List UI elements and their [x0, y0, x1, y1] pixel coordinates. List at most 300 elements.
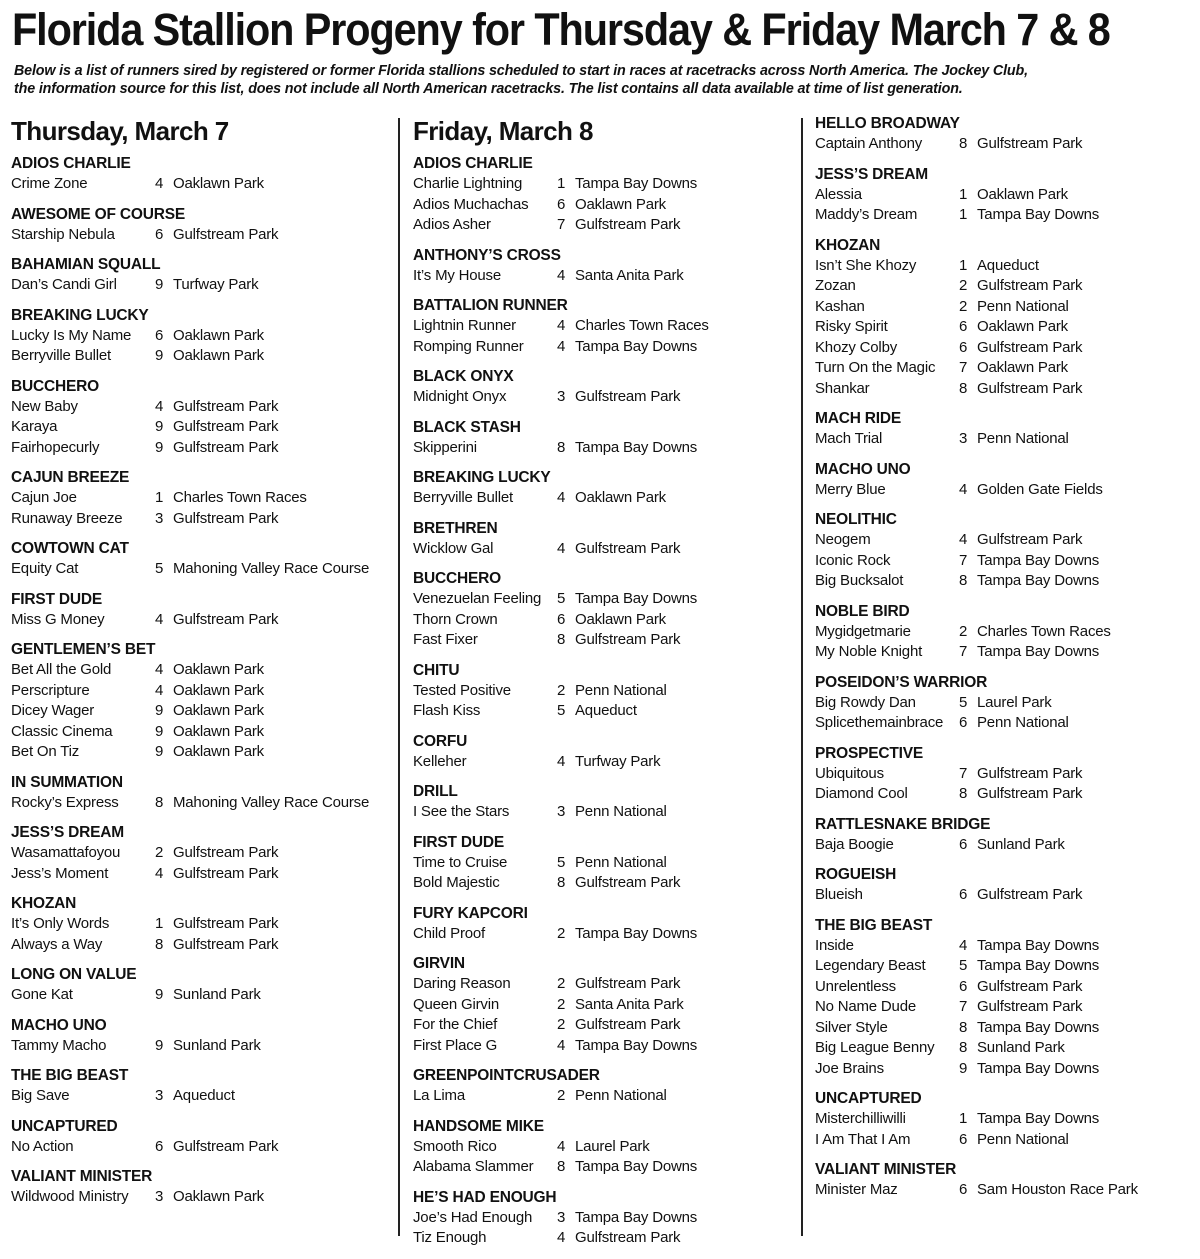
entry-row [11, 397, 391, 418]
entry-row [815, 551, 1195, 572]
track-name: Turfway Park [575, 752, 661, 770]
horse-name: First Place G [413, 1036, 498, 1054]
column-divider [398, 118, 400, 1236]
sire-group [11, 154, 391, 195]
sire-group [11, 823, 391, 884]
entry-row [815, 936, 1195, 957]
track-name: Penn National [977, 430, 1069, 447]
race-number: 8 [959, 572, 968, 589]
race-number: 6 [155, 1137, 164, 1155]
entry-row [413, 873, 793, 894]
race-number: 6 [959, 835, 968, 853]
horse-name: Baja Boogie [815, 835, 894, 853]
track-name: Tampa Bay Downs [977, 1059, 1100, 1077]
entry-row [815, 276, 1195, 297]
track-name: Santa Anita Park [575, 266, 684, 284]
race-number: 8 [557, 438, 566, 456]
sire-group [413, 296, 793, 357]
entry-row [815, 205, 1195, 226]
track-name: Oaklawn Park [575, 610, 666, 628]
race-number: 4 [557, 1229, 566, 1246]
track-name: Oaklawn Park [173, 743, 264, 760]
track-name: Penn National [575, 1087, 667, 1104]
sire-group [413, 1117, 793, 1178]
horse-name: Kashan [815, 297, 865, 315]
horse-name: I See the Stars [413, 803, 510, 820]
track-name: Golden Gate Fields [977, 480, 1103, 498]
horse-name: Dan’s Candi Girl [11, 276, 117, 293]
horse-name: Lightnin Runner [413, 317, 516, 334]
entry-row [413, 387, 793, 408]
race-number: 5 [557, 702, 566, 719]
track-name: Charles Town Races [173, 489, 307, 506]
horse-name: Joe’s Had Enough [413, 1208, 533, 1226]
race-number: 1 [557, 175, 566, 192]
horse-name: Legendary Beast [815, 957, 926, 974]
sire-group [11, 894, 391, 955]
horse-name: Ubiquitous [815, 764, 884, 782]
entry-row [11, 722, 391, 743]
horse-name: Silver Style [815, 1018, 888, 1036]
entry-row [815, 835, 1195, 856]
horse-name: Tiz Enough [413, 1229, 487, 1246]
track-name: Gulfstream Park [977, 531, 1083, 548]
entry-row [815, 379, 1195, 400]
entry-row [815, 1130, 1195, 1151]
sire-name: NOBLE BIRD [815, 602, 910, 620]
race-number: 3 [557, 388, 566, 405]
entry-row [413, 681, 793, 702]
entry-row [11, 985, 391, 1006]
sire-name: CORFU [413, 732, 468, 750]
horse-name: Skipperini [413, 438, 477, 456]
horse-name: Wasamattafoyou [11, 844, 121, 861]
sire-name: NEOLITHIC [815, 511, 897, 528]
sire-group [815, 114, 1195, 155]
track-name: Gulfstream Park [173, 844, 279, 861]
sire-name: MACH RIDE [815, 410, 902, 427]
horse-name: Berryville Bullet [11, 347, 111, 364]
entry-row [11, 701, 391, 722]
entry-row [11, 864, 391, 885]
sire-group [413, 367, 793, 408]
entry-row [413, 701, 793, 722]
sire-group [413, 732, 793, 773]
horse-name: Always a Way [11, 935, 103, 953]
track-name: Gulfstream Park [173, 418, 279, 435]
sire-group [11, 773, 391, 814]
horse-name: I Am That I Am [815, 1130, 911, 1148]
sire-name: ROGUEISH [815, 866, 897, 883]
horse-name: Misterchilliwilli [815, 1110, 906, 1127]
track-name: Gulfstream Park [575, 539, 681, 557]
horse-name: Bet All the Gold [11, 661, 112, 678]
entry-row [815, 429, 1195, 450]
track-name: Mahoning Valley Race Course [173, 793, 370, 811]
race-number: 8 [557, 874, 566, 891]
race-number: 6 [557, 610, 566, 628]
horse-name: Romping Runner [413, 337, 524, 355]
horse-name: Big Bucksalot [815, 572, 904, 589]
track-name: Sunland Park [173, 986, 261, 1003]
thursday-column [11, 112, 391, 1218]
track-name: Oaklawn Park [173, 347, 264, 364]
track-name: Tampa Bay Downs [575, 337, 698, 355]
entry-row [11, 1137, 391, 1158]
sire-group [815, 744, 1195, 805]
track-name: Gulfstream Park [173, 225, 279, 243]
entry-row [815, 1038, 1195, 1059]
sire-name: FIRST DUDE [413, 833, 505, 851]
sire-name: UNCAPTURED [815, 1090, 922, 1107]
page-title: Florida Stallion Progeny for Thursday & Friday March 7 & 8 [12, 4, 1110, 55]
race-number: 6 [959, 1181, 968, 1198]
entry-row [11, 346, 391, 367]
sire-group [11, 255, 391, 296]
sire-group [413, 782, 793, 823]
sire-group [815, 510, 1195, 592]
race-number: 2 [557, 924, 566, 942]
track-name: Tampa Bay Downs [977, 643, 1100, 660]
track-name: Gulfstream Park [977, 998, 1083, 1015]
entry-row [815, 358, 1195, 379]
track-name: Gulfstream Park [173, 509, 279, 527]
track-name: Sunland Park [977, 835, 1065, 853]
entry-row [11, 843, 391, 864]
sire-group [413, 519, 793, 560]
sire-name: GENTLEMEN’S BET [11, 641, 156, 658]
race-number: 3 [155, 1087, 164, 1104]
race-number: 7 [959, 643, 968, 660]
sire-name: THE BIG BEAST [815, 916, 933, 934]
sire-group [11, 1016, 391, 1057]
race-number: 1 [155, 489, 164, 506]
sire-group [413, 569, 793, 651]
track-name: Gulfstream Park [173, 864, 279, 882]
sire-name: VALIANT MINISTER [815, 1161, 957, 1178]
track-name: Oaklawn Park [173, 175, 264, 192]
entry-row [815, 642, 1195, 663]
horse-name: Maddy’s Dream [815, 206, 918, 223]
horse-name: Neogem [815, 531, 871, 548]
track-name: Gulfstream Park [977, 977, 1083, 995]
race-number: 4 [155, 397, 164, 415]
race-number: 4 [557, 489, 566, 506]
horse-name: Captain Anthony [815, 135, 923, 152]
race-number: 2 [557, 1016, 566, 1033]
sire-name: VALIANT MINISTER [11, 1168, 153, 1185]
race-number: 9 [155, 347, 164, 364]
track-name: Tampa Bay Downs [575, 924, 698, 942]
sire-name: COWTOWN CAT [11, 540, 129, 557]
sire-name: KHOZAN [11, 895, 77, 912]
race-number: 4 [557, 539, 566, 557]
horse-name: Bold Majestic [413, 874, 500, 891]
track-name: Gulfstream Park [977, 277, 1083, 294]
horse-name: It’s Only Words [11, 915, 110, 932]
sire-name: ANTHONY’S CROSS [413, 246, 561, 264]
entry-row [815, 693, 1195, 714]
horse-name: Child Proof [413, 924, 486, 942]
entry-row [413, 438, 793, 459]
sire-name: BUCCHERO [413, 570, 501, 587]
sire-name: GIRVIN [413, 955, 465, 972]
entry-row [11, 1086, 391, 1107]
race-number: 9 [155, 438, 164, 456]
entry-row [11, 438, 391, 459]
entry-row [11, 935, 391, 956]
horse-name: Zozan [815, 277, 856, 294]
horse-name: Charlie Lightning [413, 175, 523, 192]
sire-name: BUCCHERO [11, 377, 99, 395]
entry-row [11, 559, 391, 580]
horse-name: Risky Spirit [815, 318, 888, 335]
race-number: 6 [959, 1130, 968, 1148]
entry-row [815, 134, 1195, 155]
horse-name: Cajun Joe [11, 489, 77, 506]
horse-name: Khozy Colby [815, 338, 898, 356]
track-name: Tampa Bay Downs [977, 936, 1100, 954]
race-number: 9 [155, 418, 164, 435]
track-name: Oaklawn Park [977, 185, 1068, 203]
sire-name: IN SUMMATION [11, 773, 123, 791]
entry-row [11, 742, 391, 763]
track-name: Tampa Bay Downs [977, 206, 1100, 223]
sire-group [11, 965, 391, 1006]
track-name: Turfway Park [173, 276, 259, 293]
race-number: 8 [959, 1018, 968, 1036]
sire-name: BLACK ONYX [413, 368, 514, 385]
sire-name: MACHO UNO [815, 460, 911, 478]
sire-name: PROSPECTIVE [815, 744, 924, 762]
race-number: 6 [959, 338, 968, 356]
race-number: 5 [155, 560, 164, 577]
entry-row [413, 1015, 793, 1036]
track-name: Tampa Bay Downs [977, 957, 1100, 974]
sire-name: ADIOS CHARLIE [413, 155, 533, 172]
race-number: 8 [959, 785, 968, 802]
race-number: 4 [959, 480, 968, 498]
entry-row [815, 256, 1195, 277]
race-number: 6 [959, 318, 968, 335]
horse-name: Thorn Crown [413, 610, 498, 628]
sire-group [815, 165, 1195, 226]
entry-row [413, 195, 793, 216]
track-name: Gulfstream Park [977, 135, 1083, 152]
intro-line: Below is a list of runners sired by registered or former Florida stallions scheduled to start in races at racetracks across North America. The Jockey Club, [14, 63, 1028, 79]
track-name: Penn National [575, 803, 667, 820]
race-number: 4 [155, 864, 164, 882]
horse-name: Diamond Cool [815, 785, 908, 802]
entry-row [413, 589, 793, 610]
entry-row [815, 885, 1195, 906]
horse-name: Midnight Onyx [413, 388, 507, 405]
entry-row [413, 539, 793, 560]
track-name: Laurel Park [575, 1137, 650, 1155]
horse-name: Big Save [11, 1087, 70, 1104]
sire-name: FIRST DUDE [11, 590, 103, 608]
entry-row [815, 622, 1195, 643]
track-name: Sunland Park [173, 1036, 261, 1054]
horse-name: Mygidgetmarie [815, 622, 911, 640]
entry-row [413, 974, 793, 995]
horse-name: Alabama Slammer [413, 1158, 534, 1175]
track-name: Sunland Park [977, 1039, 1065, 1056]
sire-group [815, 916, 1195, 1080]
horse-name: Joe Brains [815, 1059, 884, 1077]
thursday-heading: Thursday, March 7 [11, 116, 229, 146]
track-name: Gulfstream Park [977, 338, 1083, 356]
horse-name: Big Rowdy Dan [815, 693, 916, 711]
race-number: 8 [959, 1039, 968, 1056]
entry-row [413, 337, 793, 358]
track-name: Tampa Bay Downs [575, 175, 698, 192]
horse-name: Adios Asher [413, 216, 491, 233]
track-name: Santa Anita Park [575, 995, 684, 1013]
sire-name: THE BIG BEAST [11, 1067, 129, 1084]
sire-name: HE’S HAD ENOUGH [413, 1188, 557, 1206]
horse-name: Adios Muchachas [413, 195, 529, 213]
horse-name: Gone Kat [11, 986, 73, 1003]
sire-name: ADIOS CHARLIE [11, 155, 131, 172]
race-number: 1 [959, 206, 968, 223]
entry-row [815, 185, 1195, 206]
entry-row [413, 1157, 793, 1178]
race-number: 4 [557, 1036, 566, 1054]
race-number: 9 [959, 1059, 968, 1077]
horse-name: Big League Benny [815, 1039, 935, 1056]
entry-row [413, 174, 793, 195]
track-name: Gulfstream Park [173, 1137, 279, 1155]
horse-name: Venezuelan Feeling [413, 590, 542, 607]
sire-name: CAJUN BREEZE [11, 469, 130, 486]
entry-row [413, 1086, 793, 1107]
horse-name: Rocky’s Express [11, 793, 119, 811]
sire-group [815, 1089, 1195, 1150]
race-number: 4 [959, 936, 968, 954]
horse-name: Wildwood Ministry [11, 1188, 129, 1205]
entry-row [413, 802, 793, 823]
race-number: 4 [155, 661, 164, 678]
track-name: Gulfstream Park [575, 216, 681, 233]
race-number: 9 [155, 722, 164, 740]
track-name: Oaklawn Park [977, 318, 1068, 335]
horse-name: Classic Cinema [11, 722, 113, 740]
track-name: Oaklawn Park [575, 195, 666, 213]
track-name: Gulfstream Park [575, 874, 681, 891]
sire-name: AWESOME OF COURSE [11, 205, 186, 223]
horse-name: Equity Cat [11, 560, 79, 577]
horse-name: Fairhopecurly [11, 438, 100, 456]
horse-name: Fast Fixer [413, 631, 478, 648]
race-number: 6 [959, 977, 968, 995]
horse-name: Smooth Rico [413, 1137, 497, 1155]
sire-name: JESS’S DREAM [11, 824, 125, 841]
sire-group [413, 661, 793, 722]
entry-row [11, 1187, 391, 1208]
entry-row [815, 784, 1195, 805]
track-name: Aqueduct [977, 256, 1039, 274]
entry-row [815, 1109, 1195, 1130]
entry-row [815, 1018, 1195, 1039]
sire-group [11, 1066, 391, 1107]
sire-name: BLACK STASH [413, 418, 521, 436]
horse-name: It’s My House [413, 266, 501, 284]
race-number: 4 [557, 1137, 566, 1155]
race-number: 2 [557, 681, 566, 699]
race-number: 1 [959, 256, 968, 274]
race-number: 2 [155, 844, 164, 861]
track-name: Penn National [575, 681, 667, 699]
sire-group [11, 306, 391, 367]
entry-row [11, 793, 391, 814]
race-number: 7 [959, 764, 968, 782]
sire-name: RATTLESNAKE BRIDGE [815, 815, 991, 833]
horse-name: Time to Cruise [413, 853, 508, 871]
track-name: Oaklawn Park [173, 661, 264, 678]
race-number: 2 [959, 277, 968, 294]
entry-row [413, 1228, 793, 1249]
friday-column [413, 112, 793, 1259]
horse-name: Perscripture [11, 681, 90, 699]
horse-name: Mach Trial [815, 430, 883, 447]
entry-row [815, 977, 1195, 998]
race-number: 4 [155, 610, 164, 628]
track-name: Aqueduct [575, 702, 637, 719]
sire-name: MACHO UNO [11, 1016, 107, 1034]
sire-group [11, 590, 391, 631]
entry-row [815, 338, 1195, 359]
horse-name: Jess’s Moment [11, 864, 109, 882]
sire-name: FURY KAPCORI [413, 904, 528, 922]
sire-group [11, 468, 391, 529]
track-name: Sam Houston Race Park [977, 1181, 1138, 1198]
entry-row [413, 316, 793, 337]
track-name: Oaklawn Park [173, 722, 264, 740]
sire-name: GREENPOINTCRUSADER [413, 1067, 600, 1084]
horse-name: Iconic Rock [815, 551, 891, 569]
sire-group [815, 815, 1195, 856]
entry-row [413, 215, 793, 236]
entry-row [11, 326, 391, 347]
track-name: Gulfstream Park [575, 1229, 681, 1246]
race-number: 5 [557, 853, 566, 871]
race-number: 9 [155, 276, 164, 293]
race-number: 3 [557, 1208, 566, 1226]
race-number: 2 [959, 297, 968, 315]
sire-group [413, 468, 793, 509]
race-number: 8 [959, 135, 968, 152]
track-name: Gulfstream Park [173, 397, 279, 415]
sire-group [413, 954, 793, 1056]
race-number: 8 [155, 793, 164, 811]
race-number: 4 [557, 752, 566, 770]
race-number: 9 [155, 1036, 164, 1054]
horse-name: Blueish [815, 886, 863, 903]
track-name: Tampa Bay Downs [977, 1018, 1100, 1036]
track-name: Tampa Bay Downs [977, 1110, 1100, 1127]
entry-row [11, 681, 391, 702]
horse-name: Flash Kiss [413, 702, 481, 719]
sire-name: BREAKING LUCKY [11, 306, 149, 324]
horse-name: Berryville Bullet [413, 489, 513, 506]
horse-name: Minister Maz [815, 1181, 898, 1198]
entry-row [413, 1036, 793, 1057]
sire-group [11, 205, 391, 246]
race-number: 5 [557, 590, 566, 607]
track-name: Oaklawn Park [173, 1188, 264, 1205]
horse-name: Tammy Macho [11, 1036, 107, 1054]
